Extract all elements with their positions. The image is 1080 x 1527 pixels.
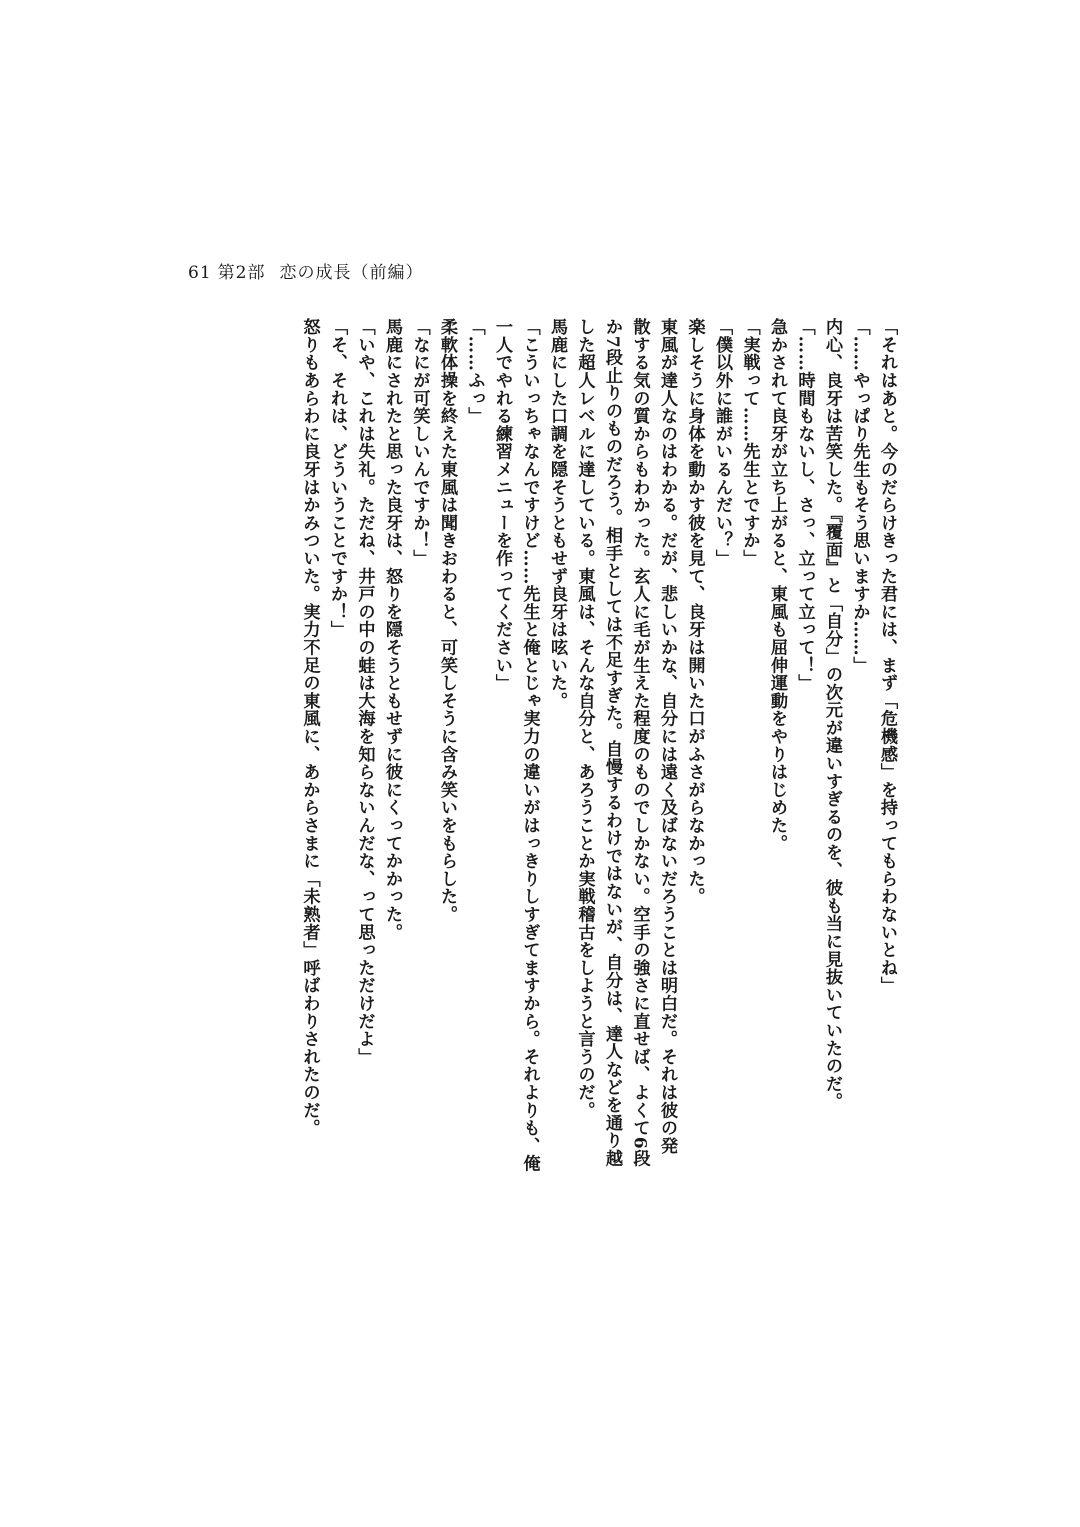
text-line: 「……やっぱり先生もそう思いますか……」 xyxy=(849,318,870,674)
text-line: した超人レベルに達している。東風は、そんな自分と、あろうことか実戦稽古をしようと言うのだ。 xyxy=(574,318,595,1119)
text-line: 「実戦って……先生とですか」 xyxy=(739,318,760,568)
text-line: 「こういっちゃなんですけど……先生と俺とじゃ実力の違いがはっきりしすぎてますから。それよりも、俺 xyxy=(519,318,540,1173)
text-line: 柔軟体操を終えた東風は聞きおわると、可笑しそうに含み笑いをもらした。 xyxy=(437,318,457,924)
page-number: 61 xyxy=(188,263,212,283)
running-head xyxy=(188,258,423,283)
text-line: 一人でやれる練習メニューを作ってください」 xyxy=(492,318,512,692)
chapter-title: 恋の成長（前編） xyxy=(279,263,424,283)
text-line: 怒りもあらわに良牙はかみついた。実力不足の東風に、あからさまに「未熟者」呼ばわりされたのだ。 xyxy=(299,318,320,1137)
text-line: 「なにが可笑しいんですか！」 xyxy=(409,318,430,568)
body-text xyxy=(240,318,900,1178)
text-line: か7段止りのものだろう。相手としては不足すぎた。自慢するわけではないが、自分は、達人などを通り越 xyxy=(602,318,622,1168)
text-line: 馬鹿にした口調を隠そうともせず良牙は呟いた。 xyxy=(547,318,567,710)
text-line: 「……ふっ」 xyxy=(464,318,485,425)
text-line: 馬鹿にされたと思った良牙は、怒りを隠そうともせずに彼にくってかかった。 xyxy=(382,318,402,941)
text-line: 「……時間もないし、さっ、立って立って！」 xyxy=(794,318,815,692)
text-line: 「いや、これは失礼。ただね、井戸の中の蛙は大海を知らないんだな、って思っただけだよ」 xyxy=(354,318,375,1066)
text-line: 「僕以外に誰がいるんだい？」 xyxy=(712,318,732,568)
text-line: 急かされて良牙が立ち上がると、東風も屈伸運動をやりはじめた。 xyxy=(767,318,787,852)
text-line: 内心、良牙は苦笑した。『覆面』と「自分」の次元が違いすぎるのを、彼も当に見抜いていたのだ。 xyxy=(822,318,842,1111)
text-line: 楽しそうに身体を動かす彼を見て、良牙は開いた口がふさがらなかった。 xyxy=(684,318,705,906)
text-line: 東風が達人なのはわかる。だが、悲しいかな、自分には遠く及ばないだろうことは明白だ。それは彼の発 xyxy=(657,318,677,1155)
part-label: 第2部 xyxy=(217,263,266,283)
text-line: 「そ、それは、どういうことですか！」 xyxy=(327,318,347,639)
text-line: 散する気の質からもわかった。玄人に毛が生えた程度のものでしかない。空手の強さに直せば、よくて6段 xyxy=(629,318,650,1168)
text-line: 「それはあと。今のだらけきった君には、まず「危機感」を持ってもらわないとね」 xyxy=(877,318,897,995)
